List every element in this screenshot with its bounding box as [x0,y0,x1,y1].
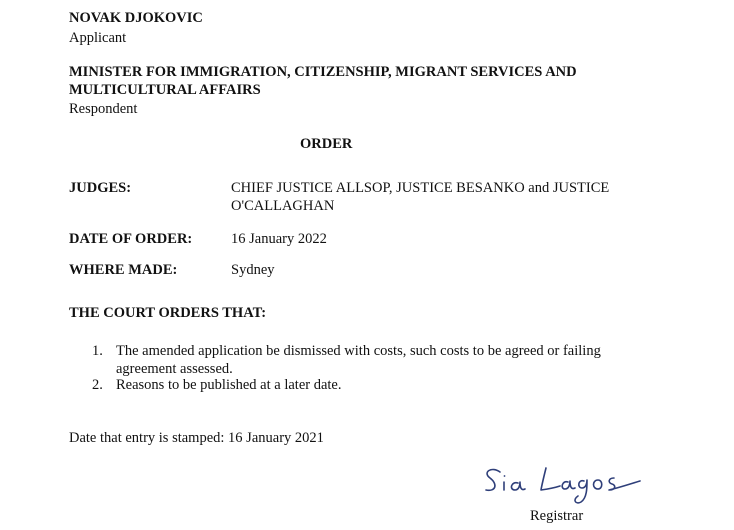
respondent-name-line1: MINISTER FOR IMMIGRATION, CITIZENSHIP, MIGRANT SERVICES AND [69,64,577,80]
entry-stamped-date: Date that entry is stamped: 16 January 2021 [69,430,324,446]
order-number: 2. [92,377,103,393]
order-text-line1: The amended application be dismissed with costs, such costs to be agreed or failing [116,343,601,359]
order-text-line2: agreement assessed. [116,361,233,377]
applicant-name: NOVAK DJOKOVIC [69,10,203,26]
respondent-name-line2: MULTICULTURAL AFFAIRS [69,82,261,98]
judges-label: JUDGES: [69,180,132,196]
order-heading: ORDER [300,136,353,152]
where-made-value: Sydney [231,262,275,278]
registrar-title: Registrar [530,508,584,524]
applicant-role: Applicant [69,30,127,46]
order-number: 1. [92,343,103,359]
judges-value-line1: CHIEF JUSTICE ALLSOP, JUSTICE BESANKO and JUSTICE [231,180,610,196]
registrar-signature [478,462,648,510]
respondent-role: Respondent [69,101,138,117]
judges-value-line2: O'CALLAGHAN [231,198,335,214]
date-of-order-label: DATE OF ORDER: [69,231,193,247]
court-orders-heading: THE COURT ORDERS THAT: [69,305,267,321]
order-text-line1: Reasons to be published at a later date. [116,377,342,393]
date-of-order-value: 16 January 2022 [231,231,327,247]
where-made-label: WHERE MADE: [69,262,178,278]
